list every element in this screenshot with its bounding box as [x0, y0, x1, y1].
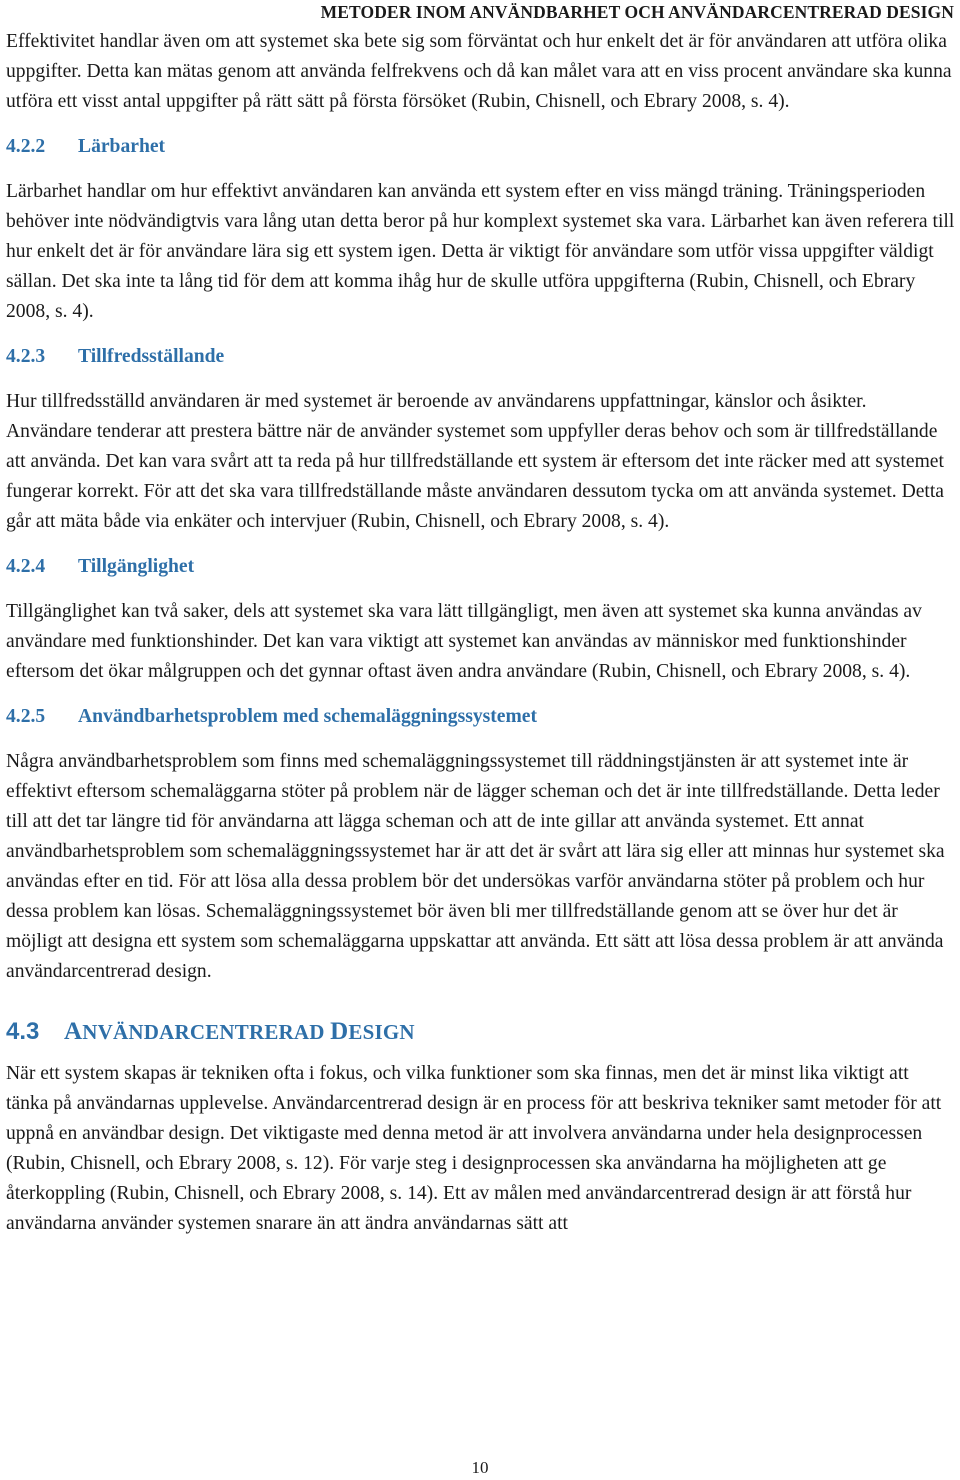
heading-usability-problems — [6, 702, 956, 732]
heading-title: Tillfredsställande — [78, 346, 225, 367]
heading-title: ANVÄNDARCENTRERAD DESIGN — [64, 1018, 415, 1045]
satisfaction-paragraph: Hur tillfredsställd användaren är med systemet är beroende av användarens uppfattningar, känslor och åsikter. Användare tenderar att prestera bättre när de använder systemet som uppfyller deras behov och som är tillfredställande att använda. Det kan vara svårt att ta reda på hur tillfredställande ett system är eftersom det inte räcker med att systemet fungerar korrekt. För att det ska vara tillfredställande måste användaren dessutom tycka om att använda systemet. Detta går att mäta både via enkäter och intervjuer (Rubin, Chisnell, och Ebrary 2008, s. 4). — [6, 391, 944, 532]
heading-number: 4.3 — [6, 1018, 40, 1045]
learnability-paragraph: Lärbarhet handlar om hur effektivt användaren kan använda ett system efter en viss mängd träning. Träningsperioden behöver inte nödvändigtvis vara lång utan detta beror på hur komplext systemet ska vara. Lärbarhet kan även referera till hur enkelt det är för användare lära sig ett system igen. Detta är viktigt för användare som utför vissa uppgifter väldigt sällan. Det ska inte ta lång tid för dem att komma ihåg hur de skulle utföra uppgifterna (Rubin, Chisnell, och Ebrary 2008, s. 4). — [6, 181, 955, 322]
heading-title: Tillgänglighet — [78, 556, 195, 577]
heading-accessibility — [6, 552, 956, 582]
running-header: METODER INOM ANVÄNDBARHET OCH ANVÄNDARCENTRERAD DESIGN — [320, 2, 954, 22]
page-content — [6, 27, 956, 1239]
heading-satisfaction — [6, 342, 956, 372]
intro-paragraph: Effektivitet handlar även om att systemet ska bete sig som förväntat och hur enkelt det är för användaren att utföra olika uppgifter. Detta kan mätas genom att använda felfrekvens och då kan målet vara att en viss procent användare ska kunna utföra ett visst antal uppgifter på rätt sätt på första försöket (Rubin, Chisnell, och Ebrary 2008, s. 4). — [6, 31, 952, 112]
heading-user-centered-design — [6, 1014, 956, 1050]
heading-title: Lärbarhet — [78, 136, 166, 157]
heading-number: 4.2.3 — [6, 346, 46, 367]
heading-title: Användbarhetsproblem med schemaläggningssystemet — [78, 706, 538, 727]
heading-number: 4.2.5 — [6, 706, 46, 727]
usability-problems-paragraph: Några användbarhetsproblem som finns med schemaläggningssystemet till räddningstjänsten är att systemet inte är effektivt eftersom schemaläggarna stöter på problem när de lägger scheman och det är inte tillfredställande. Detta leder till att det tar längre tid för användarna att lägga scheman och att de inte gillar att använda systemet. Ett annat användbarhetsproblem som schemaläggningssystemet har är att det är svårt att lära sig eller att minnas hur systemet ska användas efter en tid. För att lösa alla dessa problem bör det undersökas varför användarna stöter på problem och hur dessa problem kan lösas. Schemaläggningssystemet bör även bli mer tillfredställande genom att se över hur det är möjligt att designa ett system som schemaläggarna uppskattar att använda. Ett sätt att lösa dessa problem är att använda användarcentrerad design. — [6, 751, 945, 982]
heading-number: 4.2.4 — [6, 556, 46, 577]
page-number: 10 — [471, 1458, 489, 1477]
heading-number: 4.2.2 — [6, 136, 46, 157]
user-centered-design-paragraph: När ett system skapas är tekniken ofta i fokus, och vilka funktioner som ska finnas, men det är minst lika viktigt att tänka på användarnas upplevelse. Användarcentrerad design är en process för att beskriva tekniker samt metoder för att uppnå en användbar design. Det viktigaste med denna metod är att involvera användarna under hela designprocessen (Rubin, Chisnell, och Ebrary 2008, s. 12). För varje steg i designprocessen ska användarna ha möjligheten att ge återkoppling (Rubin, Chisnell, och Ebrary 2008, s. 14). Ett av målen med användarcentrerad design är att förstå hur användarna använder systemen snarare än att ändra användarnas sätt att — [6, 1063, 942, 1234]
accessibility-paragraph: Tillgänglighet kan två saker, dels att systemet ska vara lätt tillgängligt, men även att systemet ska kunna användas av användare med funktionshinder. Det kan vara viktigt att systemet kan användas av människor med funktionshinder eftersom det ökar målgruppen och det gynnar oftast även andra användare (Rubin, Chisnell, och Ebrary 2008, s. 4). — [6, 601, 922, 682]
heading-learnability — [6, 132, 956, 162]
